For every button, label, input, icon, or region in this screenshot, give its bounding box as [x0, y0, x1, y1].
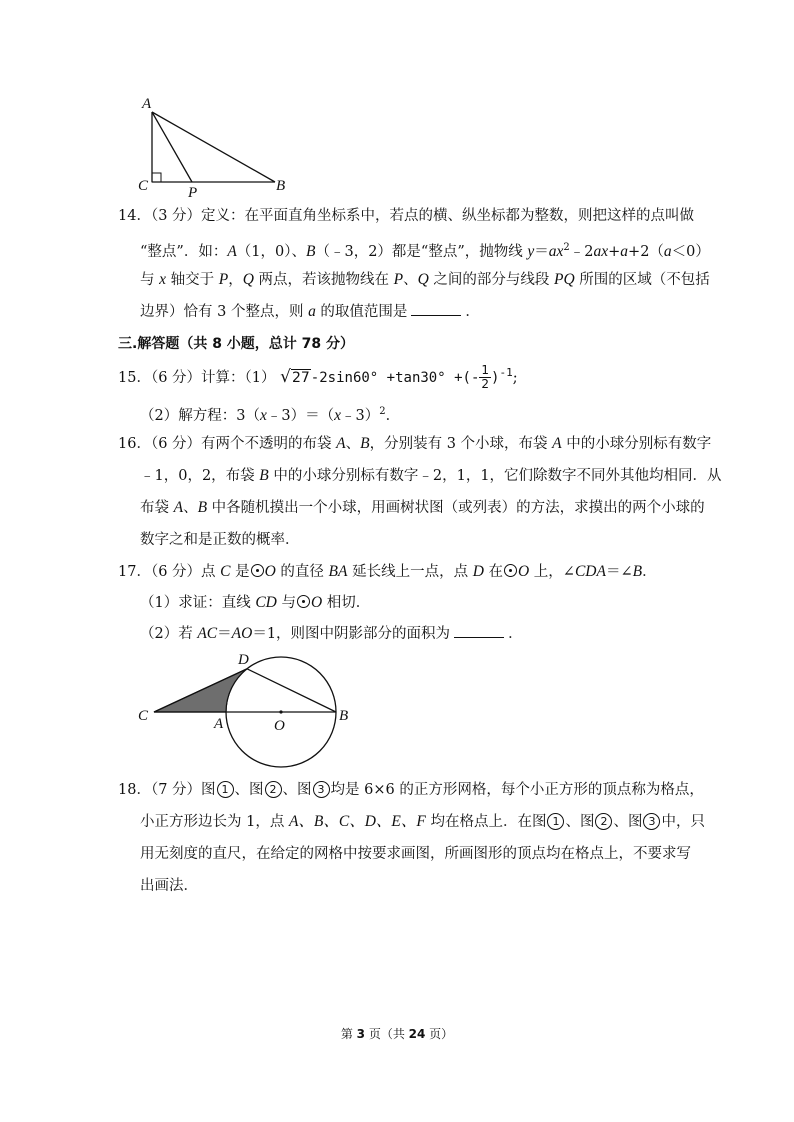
circled-number-1: 1 [217, 781, 234, 798]
label-C: C [138, 178, 149, 194]
answer-blank [454, 625, 504, 638]
q16-line4: 数字之和是正数的概率． [140, 532, 300, 548]
q16-line2: ﹣1，0，2，布袋 B 中的小球分别标有数字﹣2，1，1，它们除数字不同外其他均相同．从 [140, 467, 722, 484]
q15-line1: 15．（6 分）计算：（1） √27-2sin60° +tan30° +(- $\frac{1}{2}$ )$^{-1}$; [118, 363, 518, 392]
section-header: 三.解答题（共 8 小题，总计 78 分） [118, 336, 355, 352]
label-B: B [276, 178, 286, 194]
q18-line1: 18．（7 分）图 1 、图 2 、图 3 均是 6×6 的正方形网格，每个小正方形的顶点称为格点， [118, 782, 704, 798]
q18-line2: 小正方形边长为 1，点 A、B、C、D、E、F 均在格点上．在图 1 、图 2 、图 3 中，只 [140, 813, 705, 830]
circled-number-2: 2 [595, 813, 612, 830]
q14-line3: 与 x 轴交于 P，Q 两点，若该抛物线在 P、Q 之间的部分与线段 PQ 所围的区域（不包括 [140, 271, 710, 288]
sqrt-27: √27 [280, 366, 310, 387]
q18-line3: 用无刻度的直尺，在给定的网格中按要求画图，所画图形的顶点均在格点上，不要求写 [140, 846, 691, 862]
label-D: D [238, 652, 249, 668]
q14-text: 14．（3 分）定义：在平面直角坐标系中，若点的横、纵坐标都为整数，则把这样的点叫做 [118, 208, 695, 224]
q16-line1: 16．（6 分）有两个不透明的布袋 A、B，分别装有 3 个小球，布袋 A 中的小球分别标有数字 [118, 435, 712, 452]
circled-number-2: 2 [265, 781, 282, 798]
label-B: B [339, 708, 349, 724]
label-A: A [142, 96, 152, 112]
page-footer: 第 3 页（共 24 页） [340, 1027, 454, 1041]
circled-number-3: 3 [313, 781, 330, 798]
label-O: O [274, 718, 285, 734]
q18-line4: 出画法． [140, 878, 198, 894]
q16-line3: 布袋 A、B 中各随机摸出一个小球，用画树状图（或列表）的方法，求摸出的两个小球的 [140, 499, 705, 516]
label-P: P [188, 185, 198, 200]
circle-dot-symbol [297, 595, 310, 608]
q17-line2: （1）求证：直线 CD 与 O 相切． [140, 594, 371, 611]
fraction-half: $\frac{1}{2}$ [481, 363, 490, 392]
label-A: A [214, 716, 224, 732]
right-angle-mark [152, 173, 161, 182]
triangle-figure [130, 92, 300, 200]
q14-line1 [118, 206, 694, 226]
circle-dot-symbol [251, 564, 264, 577]
circled-number-3: 3 [643, 813, 660, 830]
q14-line2: “整点”．如：A（1，0）、B（﹣3，2）都是“整点”，抛物线 $y=ax^2﹣2ax+a+2(a<0)$ [140, 242, 710, 260]
q14-line4: 边界）恰有 3 个整点，则 a 的取值范围是 ． [140, 303, 480, 320]
label-C: C [138, 708, 149, 724]
answer-blank [411, 303, 461, 316]
center-point [279, 710, 282, 713]
q17-line3: （2）若 AC＝AO＝1，则图中阴影部分的面积为 ． [140, 625, 523, 642]
circled-number-1: 1 [547, 813, 564, 830]
circle-figure [130, 648, 360, 768]
q17-line1: 17．（6 分）点 C 是 O 的直径 BA 延长线上一点，点 D 在 O 上，∠CDA＝∠B． [118, 563, 657, 580]
q15-line2: （2）解方程：3（x﹣3）＝（x﹣3）$^2$． [140, 406, 401, 424]
circle-dot-symbol [504, 564, 517, 577]
